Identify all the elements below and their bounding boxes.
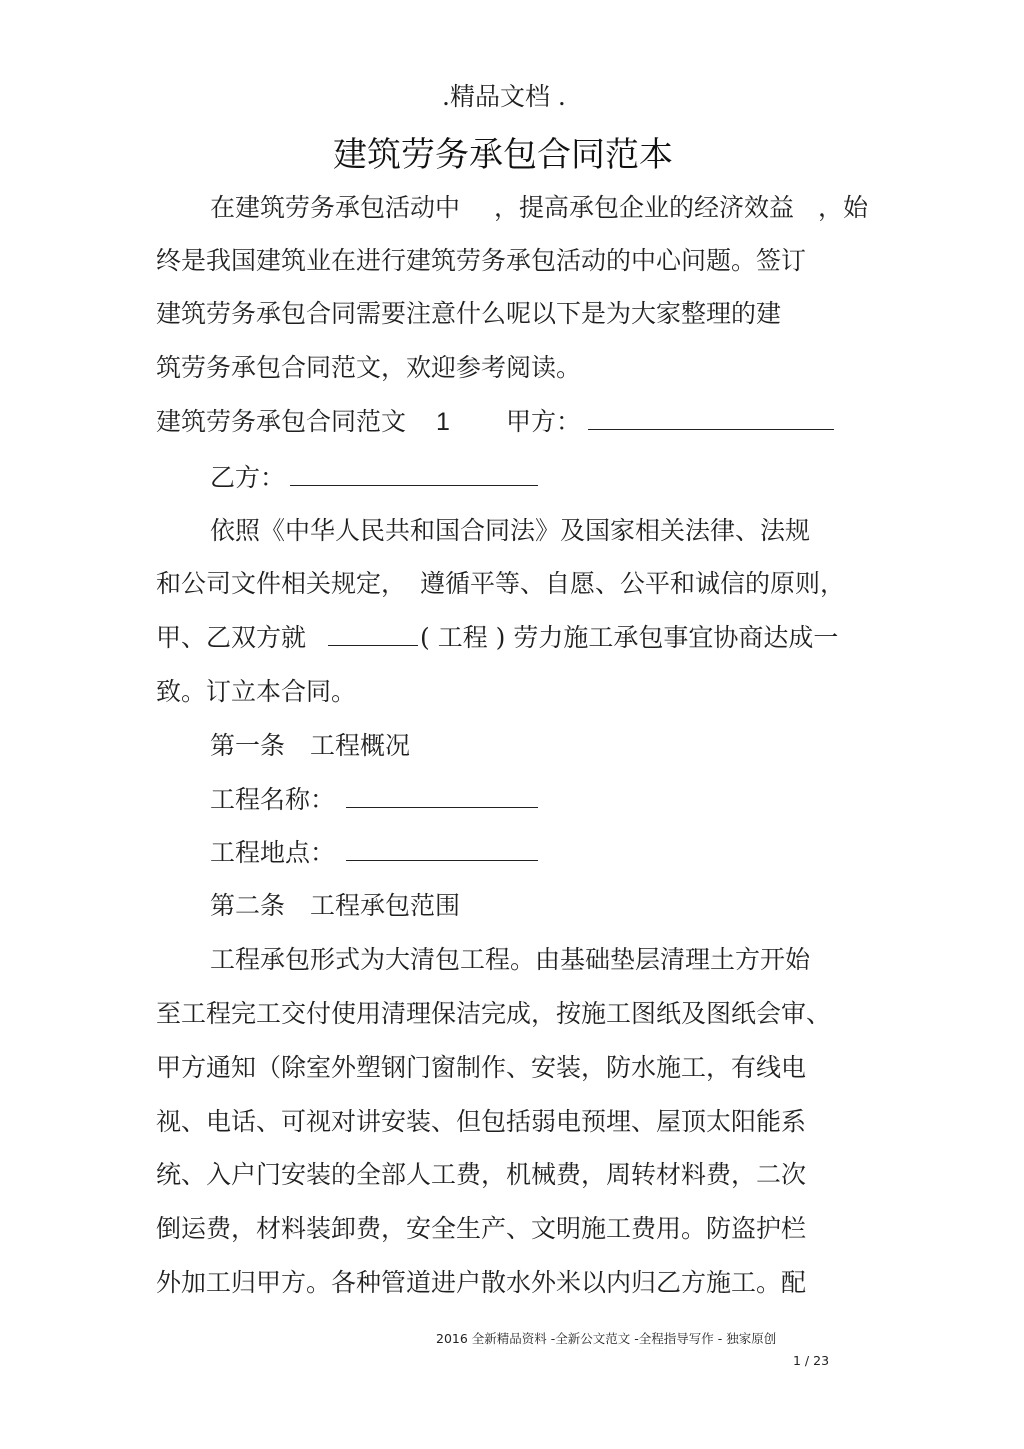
scope-line-4: 视、电话、可视对讲安装、但包括弱电预埋、屋顶太阳能系 [156,1107,807,1136]
intro-line-1b [494,193,794,223]
intro-line-1-part-c: ，始 [818,193,869,222]
scope-line-6: 倒运费，材料装卸费，安全生产、文明施工费用。防盗护栏 [156,1214,807,1243]
intro-line-1-part-a: 在建筑劳务承包活动中 [210,193,461,222]
basis-line-3b: ( 工程 ) 劳力施工承包事宜协商达成一 [420,623,839,652]
project-name-underline [346,785,538,808]
party-b-underline [290,463,538,486]
page-header: .精品文档 . [442,82,566,111]
intro-line-2: 终是我国建筑业在进行建筑劳务承包活动的中心问题。签订 [156,246,807,275]
intro-line-1 [210,193,460,223]
intro-line-1-part-b: ，提高承包企业的经济效益 [494,193,795,222]
intro-line-3: 建筑劳务承包合同需要注意什么呢以下是为大家整理的建 [156,299,782,328]
intro-line-1c [818,193,868,223]
scope-line-5: 统、入户门安装的全部人工费，机械费，周转材料费，二次 [156,1160,807,1189]
party-a-label: 甲方： [506,407,582,436]
basis-line-4: 致。订立本合同。 [156,677,357,706]
basis-line-3a: 甲、乙双方就 [156,623,307,652]
basis-line-2b: 遵循平等、自愿、公平和诚信的原则， [420,569,846,598]
article-1-heading: 第一条 工程概况 [210,731,411,760]
article-2-heading: 第二条 工程承包范围 [210,891,461,920]
scope-line-2: 至工程完工交付使用清理保洁完成，按施工图纸及图纸会审、 [156,999,832,1028]
document-title: 建筑劳务承包合同范本 [333,135,673,175]
sample-number: 1 [436,408,450,436]
project-site-blank [346,838,538,868]
project-site-label: 工程地点： [210,838,336,867]
party-a-blank [588,407,834,437]
scope-line-1: 工程承包形式为大清包工程。由基础垫层清理土方开始 [210,945,811,974]
intro-line-4: 筑劳务承包合同范文，欢迎参考阅读。 [156,353,582,382]
basis-line-2a: 和公司文件相关规定， [156,569,407,598]
project-name-label: 工程名称： [210,785,336,814]
basis-line-1: 依照《中华人民共和国合同法》及国家相关法律、法规 [210,516,811,545]
project-underline [328,623,418,646]
scope-line-7: 外加工归甲方。各种管道进户散水外米以内归乙方施工。配 [156,1268,807,1297]
project-name-blank [346,785,538,815]
party-a-underline [588,407,834,430]
sample-label: 建筑劳务承包合同范文 [156,407,407,436]
page-number: 1 / 23 [793,1353,830,1368]
project-blank [328,623,418,653]
party-b-blank [290,463,538,493]
scope-line-3: 甲方通知（除室外塑钢门窗制作、安装，防水施工，有线电 [156,1053,807,1082]
party-b-label: 乙方： [210,463,286,492]
project-site-underline [346,838,538,861]
page-footer-text: 2016 全新精品资料 -全新公文范文 -全程指导写作 - 独家原创 [436,1331,777,1346]
